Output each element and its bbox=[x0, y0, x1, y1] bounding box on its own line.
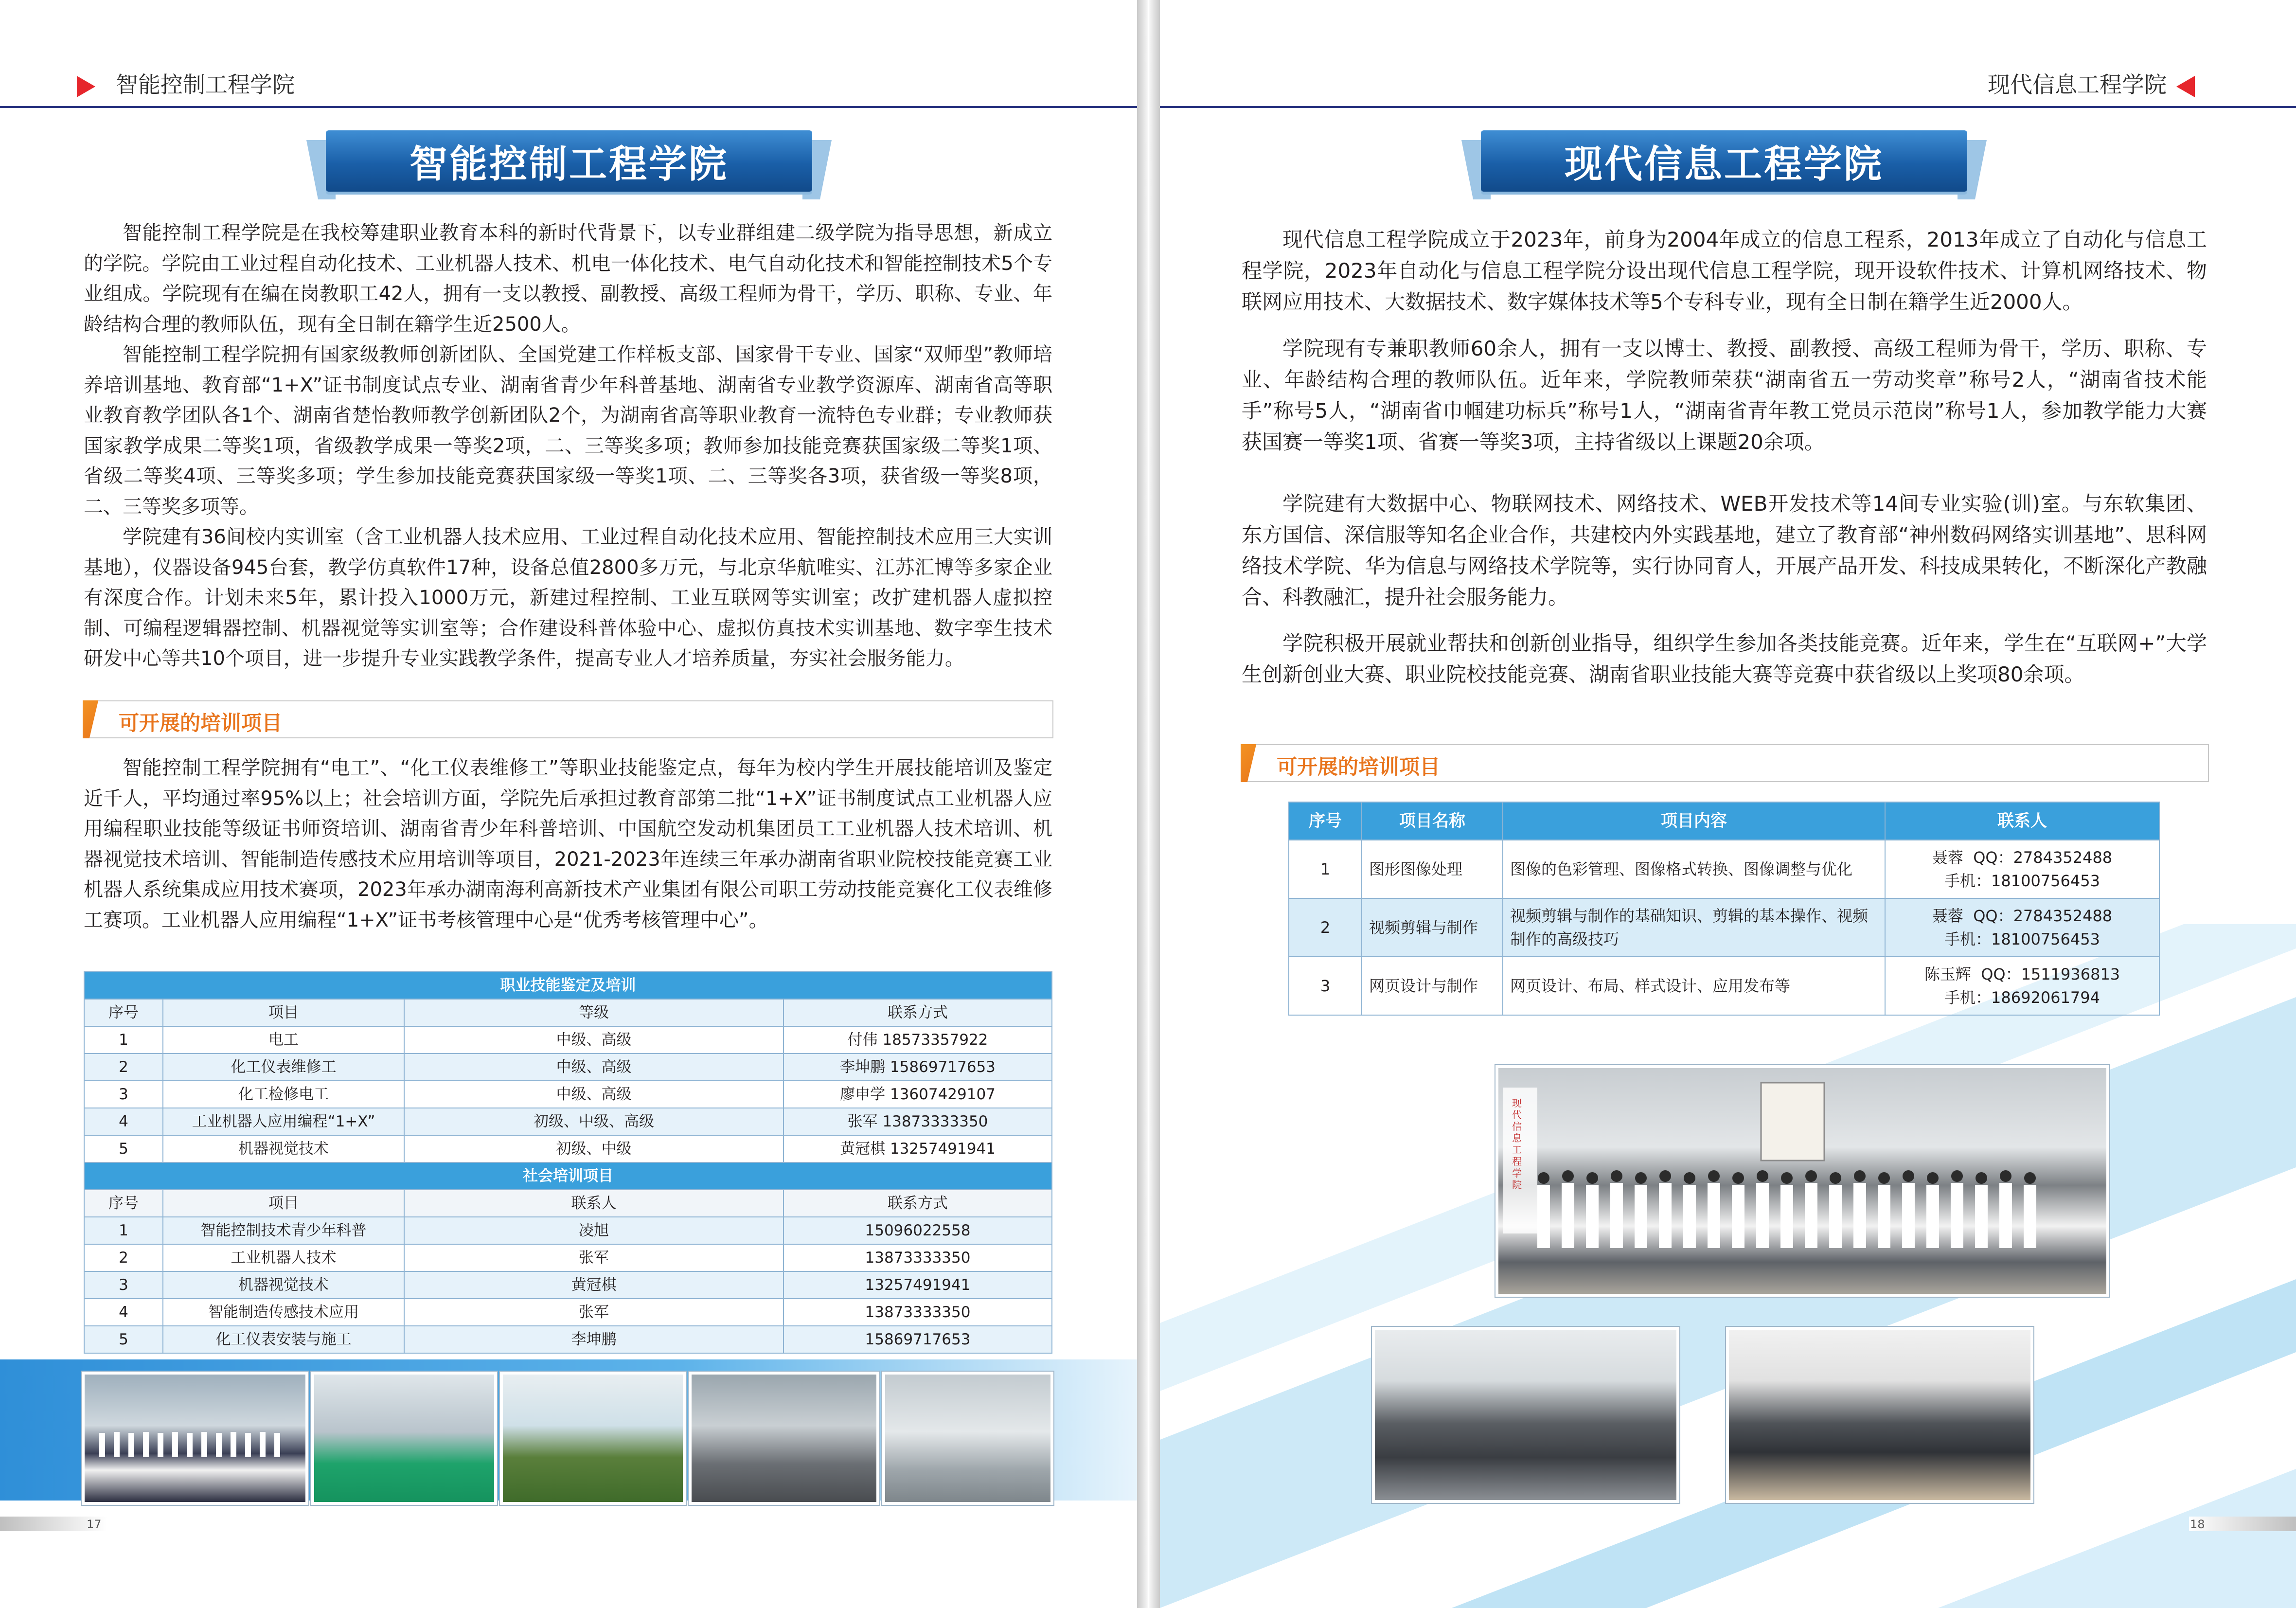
right-header-rule bbox=[1160, 106, 2296, 108]
table-cell: 化工检修电工 bbox=[163, 1081, 404, 1108]
table-row bbox=[84, 1054, 1052, 1081]
table-cell: 4 bbox=[84, 1299, 163, 1326]
table-cell: 凌旭 bbox=[404, 1217, 783, 1244]
table-cell: 黄冠棋 13257491941 bbox=[783, 1135, 1052, 1162]
section-marker-icon bbox=[83, 700, 105, 738]
left-running-header: 智能控制工程学院 bbox=[116, 71, 295, 98]
table2-header-cell: 项目 bbox=[163, 1190, 404, 1217]
table2-header-cell: 联系人 bbox=[404, 1190, 783, 1217]
computer-lab-photo-2-image bbox=[1726, 1327, 2033, 1503]
left-paragraph-2: 智能控制工程学院拥有国家级教师创新团队、全国党建工作样板支部、国家骨干专业、国家“双师型”教师培养培训基地、教育部“1+X”证书制度试点专业、湖南省青少年科普基地、湖南省专业教学资源库、湖南省高等职业教育教学团队各1个、湖南省楚怡教师教学创新团队2个，为湖南省高等职业教育一流特色专业群；专业教师获国家教学成果二等奖1项，省级教学成果一等奖2项，二、三等奖多项；教师参加技能竞赛获国家级二等奖1项、省级二等奖4项、三等奖多项；学生参加技能竞赛获国家级一等奖1项、二、三等奖各3项，获省级一等奖8项，二、三等奖多项等。 bbox=[84, 343, 1052, 518]
table1-band-title: 职业技能鉴定及培训 bbox=[84, 972, 1052, 999]
right-folio-bar bbox=[2189, 1517, 2296, 1531]
table-row bbox=[84, 1217, 1052, 1244]
table-cell: 中级、高级 bbox=[404, 1081, 783, 1108]
table-cell: 机器视觉技术 bbox=[163, 1271, 404, 1299]
banner-plate bbox=[1481, 130, 1967, 192]
left-paragraph-1: 智能控制工程学院是在我校筹建职业教育本科的新时代背景下，以专业群组建二级学院为指导思想，新成立的学院。学院由工业过程自动化技术、工业机器人技术、机电一体化技术、电气自动化技术和智能控制技术5个专业组成。学院现有在编在岗教职工42人，拥有一支以教授、副教授、高级工程师为骨干，学历、职称、专业、年龄结构合理的教师队伍，现有全日制在籍学生近2500人。 bbox=[84, 222, 1052, 336]
left-paragraph-3: 学院建有36间校内实训室（含工业机器人技术应用、工业过程自动化技术应用、智能控制技术应用三大实训基地），仪器设备945台套，教学仿真软件17种，设备总值2800多万元，与北京华航唯实、江苏汇博等多家企业有深度合作。计划未来5年，累计投入1000万元，新建过程控制、工业互联网等实训室；改扩建机器人虚拟控制、可编程逻辑器控制、机器视觉等实训室等；合作建设科普体验中心、虚拟仿真技术实训基地、数字孪生技术研发中心等共10个项目，进一步提升专业实践教学条件，提高专业人才培养质量，夯实社会服务能力。 bbox=[84, 526, 1052, 670]
table2-header-row bbox=[84, 1190, 1052, 1217]
table1-header-cell: 序号 bbox=[84, 999, 163, 1026]
table-cell: 中级、高级 bbox=[404, 1026, 783, 1054]
right-running-header: 现代信息工程学院 bbox=[1988, 71, 2167, 98]
left-page-number: 17 bbox=[87, 1518, 102, 1531]
right-table-header-row bbox=[1289, 802, 2159, 840]
faculty-figures bbox=[1498, 1068, 2106, 1294]
contact-name: 聂蓉 bbox=[1932, 848, 1963, 867]
table-cell: 2 bbox=[1289, 898, 1362, 957]
left-header-rule bbox=[0, 106, 1137, 108]
table-row bbox=[84, 1326, 1052, 1353]
table-cell: 2 bbox=[84, 1244, 163, 1271]
contact-qq: QQ：2784352488 bbox=[1973, 848, 2113, 867]
right-page-number: 18 bbox=[2190, 1518, 2205, 1531]
right-header-arrow-icon bbox=[2176, 76, 2195, 97]
table-cell: 视频剪辑与制作 bbox=[1362, 898, 1503, 957]
right-page-title: 现代信息工程学院 bbox=[1564, 143, 1884, 186]
right-paragraph-1: 现代信息工程学院成立于2023年，前身为2004年成立的信息工程系，2013年成立了自动化与信息工程学院，2023年自动化与信息工程学院分设出现代信息工程学院，现开设软件技术、计算机网络技术、物联网应用技术、大数据技术、数字媒体技术等5个专科专业，现有全日制在籍学生近2000人。 bbox=[1242, 228, 2207, 314]
table-cell: 1 bbox=[84, 1026, 163, 1054]
table2-header-cell: 序号 bbox=[84, 1190, 163, 1217]
book-spine bbox=[1137, 0, 1160, 1608]
contact-name: 聂蓉 bbox=[1932, 907, 1963, 925]
faculty-photo-sign-text: 现代信息工程学院 bbox=[1512, 1097, 1522, 1191]
table2-header-cell: 联系方式 bbox=[783, 1190, 1052, 1217]
table-cell: 电工 bbox=[163, 1026, 404, 1054]
table1-header-cell: 项目 bbox=[163, 999, 404, 1026]
table-row bbox=[84, 1108, 1052, 1135]
table1-header-cell: 等级 bbox=[404, 999, 783, 1026]
table-cell: 中级、高级 bbox=[404, 1054, 783, 1081]
contact-cell bbox=[1885, 898, 2159, 957]
contact-cell bbox=[1885, 957, 2159, 1015]
table-row bbox=[84, 1244, 1052, 1271]
equipment-lab-photo-image bbox=[882, 1372, 1053, 1505]
table-cell: 李坤鹏 bbox=[404, 1326, 783, 1353]
left-header-arrow-icon bbox=[77, 76, 95, 97]
right-section-header bbox=[1242, 744, 2209, 782]
table-cell: 13873333350 bbox=[783, 1299, 1052, 1326]
right-table-header-cell: 序号 bbox=[1289, 802, 1362, 840]
computer-lab-photo-1-image bbox=[1372, 1327, 1679, 1503]
table-row bbox=[84, 1271, 1052, 1299]
table-cell: 5 bbox=[84, 1326, 163, 1353]
group-photo-image bbox=[82, 1372, 308, 1505]
table-cell: 黄冠棋 bbox=[404, 1271, 783, 1299]
table-cell: 机器视觉技术 bbox=[163, 1135, 404, 1162]
table-cell: 初级、中级 bbox=[404, 1135, 783, 1162]
right-table-header-cell: 项目名称 bbox=[1362, 802, 1503, 840]
robot-lab-photo-image bbox=[689, 1372, 879, 1505]
table-cell: 张军 bbox=[404, 1244, 783, 1271]
left-title-banner bbox=[306, 130, 832, 199]
right-table-header-cell: 联系人 bbox=[1885, 802, 2159, 840]
table-cell: 4 bbox=[84, 1108, 163, 1135]
table-row bbox=[1289, 957, 2159, 1015]
table-cell: 3 bbox=[84, 1081, 163, 1108]
contact-qq: QQ：1511936813 bbox=[1981, 965, 2120, 983]
table-cell: 3 bbox=[1289, 957, 1362, 1015]
contact-name-qq bbox=[1892, 904, 2152, 928]
left-section-title: 可开展的培训项目 bbox=[119, 711, 283, 735]
contact-qq: QQ：2784352488 bbox=[1973, 907, 2113, 925]
workshop-photo-image bbox=[311, 1372, 497, 1505]
table-cell: 图像的色彩管理、图像格式转换、图像调整与优化 bbox=[1503, 840, 1885, 898]
table-cell: 李坤鹏 15869717653 bbox=[783, 1054, 1052, 1081]
table-cell: 化工仪表安装与施工 bbox=[163, 1326, 404, 1353]
contact-name: 陈玉辉 bbox=[1924, 965, 1971, 983]
table-cell: 工业机器人技术 bbox=[163, 1244, 404, 1271]
table-cell: 张军 bbox=[404, 1299, 783, 1326]
right-paragraph-3: 学院建有大数据中心、物联网技术、网络技术、WEB开发技术等14间专业实验(训)室。与东软集团、东方国信、深信服等知名企业合作，共建校内外实践基地，建立了教育部“神州数码网络实训基地”、思科网络技术学院、华为信息与网络技术学院等，实行协同育人，开展产品开发、科技成果转化，不断深化产教融合、科教融汇，提升社会服务能力。 bbox=[1242, 492, 2207, 609]
right-section-title: 可开展的培训项目 bbox=[1277, 755, 1441, 779]
table-cell: 13873333350 bbox=[783, 1244, 1052, 1271]
contact-phone: 手机：18692061794 bbox=[1944, 988, 2100, 1007]
section-marker-icon bbox=[1241, 744, 1263, 782]
left-training-paragraph: 智能控制工程学院拥有“电工”、“化工仪表维修工”等职业技能鉴定点，每年为校内学生开展技能培训及鉴定近千人，平均通过率95%以上；社会培训方面，学院先后承担过教育部第二批“1+X”证书制度试点工业机器人应用编程职业技能等级证书师资培训、湖南省青少年科普培训、中国航空发动机集团员工工业机器人技术培训、机器视觉技术培训、智能制造传感技术应用培训等项目，2021-2023年连续三年承办湖南省职业院校技能竞赛工业机器人系统集成应用技术赛项，2023年承办湖南海利高新技术产业集团有限公司职工劳动技能竞赛化工仪表维修工赛项。工业机器人应用编程“1+X”证书考核管理中心是“优秀考核管理中心”。 bbox=[84, 757, 1052, 931]
contact-phone: 手机：18100756453 bbox=[1944, 930, 2100, 948]
table-cell: 图形图像处理 bbox=[1362, 840, 1503, 898]
table-cell: 15869717653 bbox=[783, 1326, 1052, 1353]
table-cell: 15096022558 bbox=[783, 1217, 1052, 1244]
table-cell: 3 bbox=[84, 1271, 163, 1299]
right-paragraph-2: 学院现有专兼职教师60余人，拥有一支以博士、教授、副教授、高级工程师为骨干，学历、职称、专业、年龄结构合理的教师队伍。近年来，学院教师荣获“湖南省五一劳动奖章”称号2人，“湖南省技术能手”称号5人，“湖南省巾帼建功标兵”称号1人，“湖南省青年教工党员示范岗”称号1人，参加教学能力大赛获国赛一等奖1项、省赛一等奖3项，主持省级以上课题20余项。 bbox=[1242, 337, 2207, 454]
table-cell: 付伟 18573357922 bbox=[783, 1026, 1052, 1054]
table-cell: 廖申学 13607429107 bbox=[783, 1081, 1052, 1108]
table-row bbox=[84, 1299, 1052, 1326]
table-cell: 1 bbox=[1289, 840, 1362, 898]
right-training-table bbox=[1288, 802, 2160, 1016]
table1-header-row bbox=[84, 999, 1052, 1026]
contact-name-qq bbox=[1892, 963, 2152, 986]
training-room-photo-image bbox=[500, 1372, 686, 1505]
table-row bbox=[84, 1026, 1052, 1054]
right-table-header-cell: 项目内容 bbox=[1503, 802, 1885, 840]
contact-phone: 手机：18100756453 bbox=[1944, 872, 2100, 890]
table-cell: 智能控制技术青少年科普 bbox=[163, 1217, 404, 1244]
table1-header-cell: 联系方式 bbox=[783, 999, 1052, 1026]
table-row bbox=[1289, 840, 2159, 898]
contact-cell bbox=[1885, 840, 2159, 898]
left-section-header bbox=[84, 700, 1053, 738]
table-cell: 1 bbox=[84, 1217, 163, 1244]
table-cell: 初级、中级、高级 bbox=[404, 1108, 783, 1135]
table-cell: 智能制造传感技术应用 bbox=[163, 1299, 404, 1326]
left-page bbox=[0, 0, 1137, 1608]
table-cell: 网页设计、布局、样式设计、应用发布等 bbox=[1503, 957, 1885, 1015]
table-row bbox=[84, 1081, 1052, 1108]
table-row bbox=[84, 1135, 1052, 1162]
table-cell: 工业机器人应用编程“1+X” bbox=[163, 1108, 404, 1135]
left-training-table bbox=[84, 971, 1052, 1354]
table-cell: 张军 13873333350 bbox=[783, 1108, 1052, 1135]
contact-name-qq bbox=[1892, 846, 2152, 869]
table-row bbox=[1289, 898, 2159, 957]
table2-band-title: 社会培训项目 bbox=[84, 1162, 1052, 1190]
table-cell: 化工仪表维修工 bbox=[163, 1054, 404, 1081]
faculty-group-photo-image bbox=[1495, 1065, 2109, 1297]
right-page bbox=[1160, 0, 2296, 1608]
table-cell: 视频剪辑与制作的基础知识、剪辑的基本操作、视频制作的高级技巧 bbox=[1503, 898, 1885, 957]
table-cell: 网页设计与制作 bbox=[1362, 957, 1503, 1015]
table-cell: 2 bbox=[84, 1054, 163, 1081]
left-page-title: 智能控制工程学院 bbox=[409, 143, 729, 186]
right-paragraph-4: 学院积极开展就业帮扶和创新创业指导，组织学生参加各类技能竞赛。近年来，学生在“互联网+”大学生创新创业大赛、职业院校技能竞赛、湖南省职业技能大赛等竞赛中获省级以上奖项80余项。 bbox=[1242, 631, 2207, 686]
banner-plate bbox=[326, 130, 812, 192]
table-cell: 13257491941 bbox=[783, 1271, 1052, 1299]
right-title-banner bbox=[1461, 130, 1987, 199]
group-photo-figures bbox=[85, 1375, 305, 1502]
table-cell: 5 bbox=[84, 1135, 163, 1162]
